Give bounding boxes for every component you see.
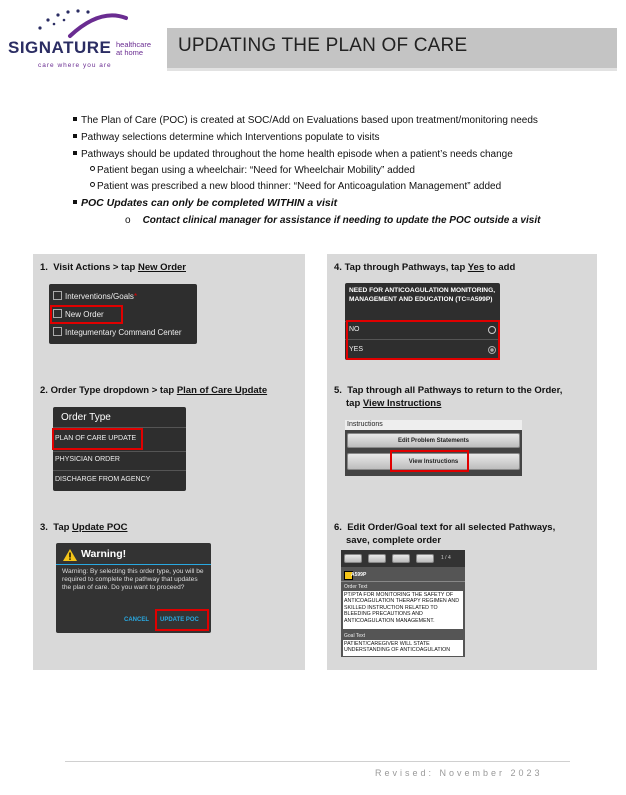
bullet-text: POC Updates can only be completed WITHIN a visit (81, 197, 338, 209)
sub-bullet-blood-thinner (90, 181, 501, 192)
step-6-heading (334, 522, 555, 533)
menu-item-interventions[interactable] (53, 291, 137, 301)
order-text-label: Order Text (344, 584, 368, 590)
page-title: UPDATING THE PLAN OF CARE (178, 35, 468, 56)
bullet-poc-created (73, 115, 538, 126)
step-text-after: to add (484, 262, 516, 273)
bullet-poc-within-visit (73, 197, 337, 209)
step-5-heading (334, 385, 562, 396)
title-divider (167, 68, 617, 71)
warning-triangle-icon (63, 549, 77, 561)
highlight-update-poc (155, 609, 209, 631)
pathway-code: A599P (351, 572, 367, 578)
bullet-square-icon (73, 117, 77, 121)
highlight-plan-of-care-update (52, 428, 143, 450)
update-poc-button[interactable]: UPDATE POC (160, 617, 199, 623)
highlight-new-order (50, 305, 123, 324)
step-text: Tap through all Pathways to return to the Order, (347, 385, 563, 396)
step-3-heading (40, 522, 127, 533)
required-asterisk-icon: * (133, 292, 138, 301)
logo-tagline: care where you are (38, 62, 112, 69)
view-instructions-button[interactable]: View Instructions (347, 453, 520, 470)
bullet-square-icon (73, 200, 77, 204)
order-edit-screen (341, 550, 465, 657)
step-number: 1. (40, 262, 48, 273)
step-link: Plan of Care Update (176, 385, 268, 396)
bullet-circle-icon (90, 166, 95, 171)
option-yes-label: YES (349, 346, 364, 353)
divider (53, 451, 186, 452)
logo-healthcare-at-home (116, 41, 151, 57)
bullet-text: Contact clinical manager for assistance if needing to update the POC outside a visit (142, 215, 541, 226)
logo-wordmark: SIGNATURE (8, 38, 112, 57)
sub-bullet-marker: o (125, 215, 131, 226)
step-number: 2. (40, 385, 48, 396)
step-link: View Instructions (362, 398, 442, 409)
logo-athome: at home (116, 48, 144, 57)
step-text: Edit Order/Goal text for all selected Pathways, (347, 522, 556, 533)
step-text: Order Type dropdown > tap (50, 385, 177, 396)
toolbar-button[interactable] (416, 554, 434, 563)
step-number: 5. (334, 385, 342, 396)
instructions-header: Instructions (347, 421, 383, 428)
menu-item-integumentary[interactable] (53, 327, 182, 337)
warning-title: Warning! (81, 548, 127, 560)
step-6-heading-line2: save, complete order (346, 535, 442, 546)
step-1-heading (40, 262, 186, 273)
step-number: 3. (40, 522, 48, 533)
toolbar-button[interactable] (392, 554, 410, 563)
goal-text-field[interactable]: PATIENT/CAREGIVER WILL STATE UNDERSTANDING OF ANTICOAGULATION (343, 640, 463, 656)
option-plan-of-care-update[interactable]: PLAN OF CARE UPDATE (55, 435, 137, 442)
toolbar-button[interactable] (344, 554, 362, 563)
step-5-heading-line2 (346, 398, 441, 409)
step-text: Visit Actions > tap (53, 262, 138, 273)
footer-revised: Revised: November 2023 (375, 768, 543, 778)
checkbox-icon (53, 327, 62, 336)
footer-divider (65, 761, 570, 762)
step-link: New Order (137, 262, 186, 273)
step-number: 6. (334, 522, 342, 533)
edit-problem-statements-button[interactable]: Edit Problem Statements (347, 433, 520, 448)
step-link: Update POC (72, 522, 128, 533)
step-text: Tap through Pathways, tap (344, 262, 468, 273)
bullet-circle-icon (90, 182, 95, 187)
bullet-square-icon (73, 134, 77, 138)
bullet-pathway-selections (73, 132, 380, 143)
bullet-square-icon (73, 151, 77, 155)
step-4-heading (334, 262, 515, 273)
bullet-text: Pathway selections determine which Interventions populate to visits (81, 132, 380, 143)
step-2-heading (40, 385, 267, 396)
sub-bullet-wheelchair (90, 165, 415, 176)
option-no-label: NO (349, 326, 360, 333)
step-number: 4. (334, 262, 342, 273)
bullet-text: Pathways should be updated throughout the home health episode when a patient’s needs change (81, 149, 513, 160)
menu-item-label: New Order (65, 310, 104, 319)
cancel-button[interactable]: CANCEL (124, 617, 149, 623)
logo-dots-arc-icon (30, 6, 130, 40)
bullet-pathways-updated (73, 149, 513, 160)
bullet-text: The Plan of Care (POC) is created at SOC/Add on Evaluations based upon treatment/monitoring needs (81, 115, 538, 126)
step-text: Tap (53, 522, 73, 533)
option-physician-order[interactable]: PHYSICIAN ORDER (55, 456, 120, 463)
sub-bullet-contact-manager (125, 215, 540, 226)
toolbar-button[interactable] (368, 554, 386, 563)
step-link: Yes (467, 262, 485, 273)
logo-healthcare: healthcare (116, 40, 152, 49)
option-discharge[interactable]: DISCHARGE FROM AGENCY (55, 476, 151, 483)
pathway-title: NEED FOR ANTICOAGULATION MONITORING, MANAGEMENT AND EDUCATION (TC=A599P) (349, 287, 496, 303)
bullet-text: Patient began using a wheelchair: “Need for Wheelchair Mobility” added (97, 165, 415, 176)
divider (53, 470, 186, 471)
menu-item-label: Integumentary Command Center (65, 328, 182, 337)
order-text-field[interactable]: PT/PTA FOR MONITORING THE SAFETY OF ANTICOAGULATION THERAPY REGIMEN AND SKILLED INSTRUCTION RELATED TO BLEEDING PRECAUTIONS AND ANTICOAGULATION MANAGEMENT. (343, 591, 463, 629)
warning-body: Warning: By selecting this order type, you will be required to complete the pathway that updates the plan of care. Do you want to proceed? (62, 568, 204, 591)
menu-item-label: Interventions/Goals (65, 292, 134, 301)
page-indicator: 1 / 4 (441, 555, 451, 561)
checkbox-icon (53, 291, 62, 300)
highlight-view-instructions (390, 450, 469, 472)
goal-text-label: Goal Text (344, 633, 366, 639)
dialog-title-divider (56, 564, 211, 565)
step-text: tap (346, 398, 363, 409)
divider (341, 581, 465, 582)
highlight-yes-no (346, 320, 500, 360)
order-type-heading: Order Type (61, 412, 111, 423)
bullet-text: Patient was prescribed a new blood thinner: “Need for Anticoagulation Management” added (97, 181, 502, 192)
